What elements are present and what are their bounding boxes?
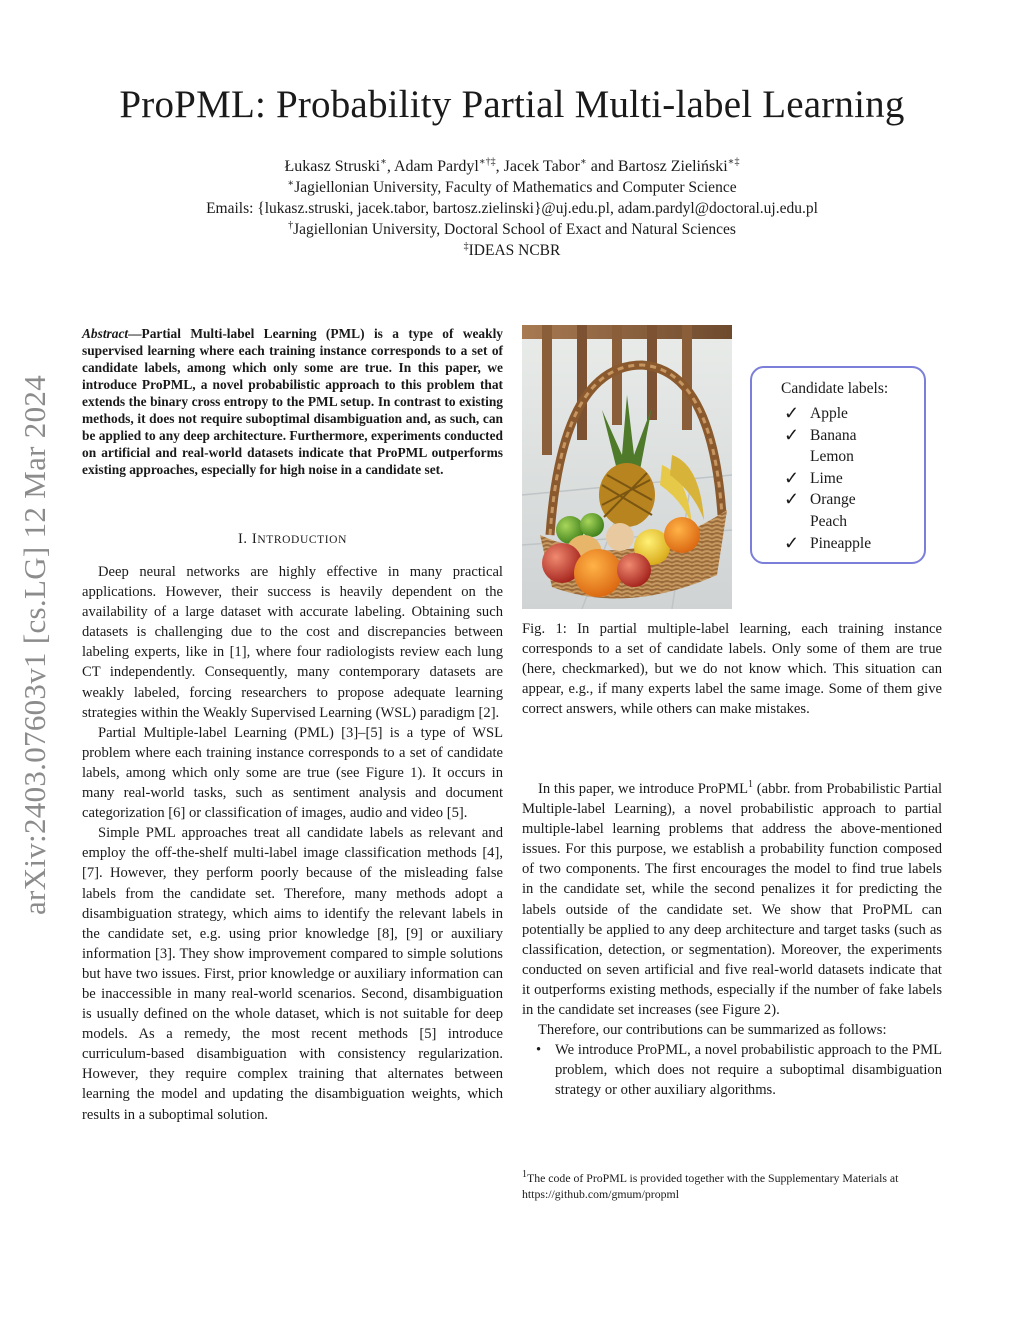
section-heading: [82, 531, 503, 548]
fruit-basket-image: [522, 325, 732, 609]
candidate-label: [784, 425, 871, 447]
paragraph: Partial Multiple-label Learning (PML) [3]–[5] is a type of WSL problem where each training instance corresponds to a set of candidate labels, among which only some are true (see Figure 1). It occurs in many real-world tasks, such as sentiment analysis and document categorization [6] or classification of images, audio and video [5].: [82, 724, 503, 822]
checkmark-icon: ✓: [784, 424, 800, 445]
abstract-lead: Abstract: [82, 326, 129, 341]
author-line: Łukasz Struski∗, Adam Pardyl∗†‡, Jacek Tabor∗ and Bartosz Zieliński∗‡: [284, 156, 740, 175]
candidate-label: [784, 511, 871, 533]
footnote: [522, 1170, 942, 1202]
footnote-ref: 1: [748, 779, 754, 791]
emails: Emails: {lukasz.struski, jacek.tabor, bartosz.zielinski}@uj.edu.pl, adam.pardyl@doctoral.uj.edu.pl: [206, 200, 818, 217]
affiliation-text: Jagiellonian University, Doctoral School of Exact and Natural Sciences: [293, 221, 736, 238]
figure-caption: Fig. 1: In partial multiple-label learning, each training instance corresponds to a set of candidate labels. Only some of them are true (here, checkmarked), but we do not know which. This situation can appear, e.g., if many experts label the same image. Some of them give correct answers, while others can make mistakes.: [522, 621, 942, 717]
label-name: Peach: [810, 512, 848, 530]
label-name: Lemon: [810, 448, 854, 466]
candidate-label: [784, 468, 871, 490]
paragraph: Deep neural networks are highly effective in many practical applications. However, their success is heavily dependent on the availability of a large dataset with accurate labeling. Obtaining such datasets is challenging due to the cost and discrepancies between labeling experts, like in [1], where four radiologists review each lung CT independently. Consequently, many contemporary datasets are weakly labeled, forcing researchers to propose adequate learning strategies within the Weakly Supervised Learning (WSL) paradigm [2].: [82, 564, 503, 721]
candidate-label: [784, 403, 871, 425]
candidate-labels-title: Candidate labels:: [781, 380, 889, 397]
section-title-rest: NTRODUCTION: [257, 534, 347, 546]
label-name: Banana: [810, 426, 857, 444]
paper-title: ProPML: Probability Partial Multi-label Learning: [119, 83, 905, 126]
abstract-text: —Partial Multi-label Learning (PML) is a type of weakly supervised learning where each training instance corresponds to a set of candidate labels, among which only some are true. In this paper, we introduce ProPML, a novel probabilistic approach to this problem that extends the binary cross entropy to the PML setup. In contrast to existing methods, it does not require suboptimal disambiguation and, as such, can be applied to any deep architecture. Furthermore, experiments conducted on artificial and real-world datasets indicate that ProPML outperforms existing approaches, especially for high noise in a candidate set.: [82, 326, 504, 477]
arxiv-stamp: [0, 350, 70, 940]
section-number: I.: [238, 531, 248, 547]
author-name: Adam Pardyl: [394, 158, 479, 175]
checkmark-icon: ✓: [784, 532, 800, 553]
author-name: Łukasz Struski: [284, 158, 381, 175]
author-name: Bartosz Zieliński: [617, 158, 728, 175]
section-title-initial: I: [251, 531, 258, 547]
checkmark-icon: ✓: [784, 467, 800, 488]
label-name: Lime: [810, 469, 843, 487]
intro-body: [82, 562, 503, 1125]
candidate-label: [784, 489, 871, 511]
checkmark-icon: ✓: [784, 489, 800, 510]
author-and: and: [590, 158, 614, 175]
candidate-label: [784, 533, 871, 555]
paragraph-start: In this paper, we introduce ProPML: [538, 781, 749, 797]
affiliation-text: IDEAS NCBR: [468, 242, 561, 259]
candidate-label: [784, 446, 871, 468]
author-name: Jacek Tabor: [503, 158, 580, 175]
abstract: [82, 325, 503, 478]
paragraph: [522, 779, 942, 1020]
right-body: [522, 779, 942, 1101]
affiliation: †Jagiellonian University, Doctoral School of Exact and Natural Sciences: [288, 219, 736, 238]
list-item-text: We introduce ProPML, a novel probabilistic approach to the PML problem, which does not require a suboptimal disambiguation strategy or other auxiliary algorithms.: [555, 1042, 942, 1099]
candidate-labels-box: [750, 366, 926, 564]
arxiv-id-text: arXiv:2403.07603v1 [cs.LG] 12 Mar 2024: [17, 374, 52, 916]
affiliation: ‡IDEAS NCBR: [463, 240, 561, 259]
label-name: Apple: [810, 405, 848, 422]
paragraph-rest: (abbr. from Probabilistic Partial Multiple-label Learning), a novel probabilistic approach to partial multiple-label learning problems that address the above-mentioned issues. For this purpose, we establish a probability function composed of two components. The first encourages the model to find true labels in the candidate set, while the second penalizes it for predicting the labels outside of the candidate set. We show that ProPML can potentially be applied to any deep architecture and target tasks (such as classification, detection, or segmentation). Moreover, the experiments conducted on seven artificial and five real-world datasets indicate that it outperforms existing methods, especially if the number of fake labels in the candidate set increases (see Figure 2).: [522, 781, 942, 1019]
label-name: Pineapple: [810, 534, 872, 552]
footnote-mark: 1: [522, 1169, 527, 1181]
footnote-text: The code of ProPML is provided together with the Supplementary Materials at https://github.com/gmum/propml: [522, 1171, 899, 1201]
affiliation-text: Jagiellonian University, Faculty of Mathematics and Computer Science: [294, 179, 737, 196]
author-block: [0, 156, 1024, 261]
checkmark-icon: ✓: [784, 403, 800, 423]
list-item: [522, 1040, 942, 1100]
paragraph: Simple PML approaches treat all candidate labels as relevant and employ the off-the-shelf multi-label image classification methods [4], [7]. However, they perform poorly because of the misleading false labels from the candidate set. Therefore, many methods adopt a disambiguation strategy, which aims to identify the relevant labels in the candidate set, e.g. using prior knowledge [8], [9] or auxiliary information [3]. They show improvement compared to simple solutions but have two issues. First, prior knowledge or auxiliary information can be inaccessible in many real-world scenarios. Second, disambiguation is usually defined on the whole dataset, which is not suitable for deep models. As a remedy, the most recent methods [5] introduce curriculum-based disambiguation with consistency regularization. However, they require complex training that alternates between learning the model and updating the disambiguation weights, which results in a suboptimal solution.: [82, 825, 503, 1123]
candidate-labels-list: [784, 403, 871, 554]
label-name: Orange: [810, 491, 856, 509]
affiliation: ∗Jagiellonian University, Faculty of Mathematics and Computer Science: [287, 177, 737, 196]
bullet-icon: •: [536, 1042, 542, 1059]
paragraph: Therefore, our contributions can be summarized as follows:: [538, 1022, 887, 1039]
